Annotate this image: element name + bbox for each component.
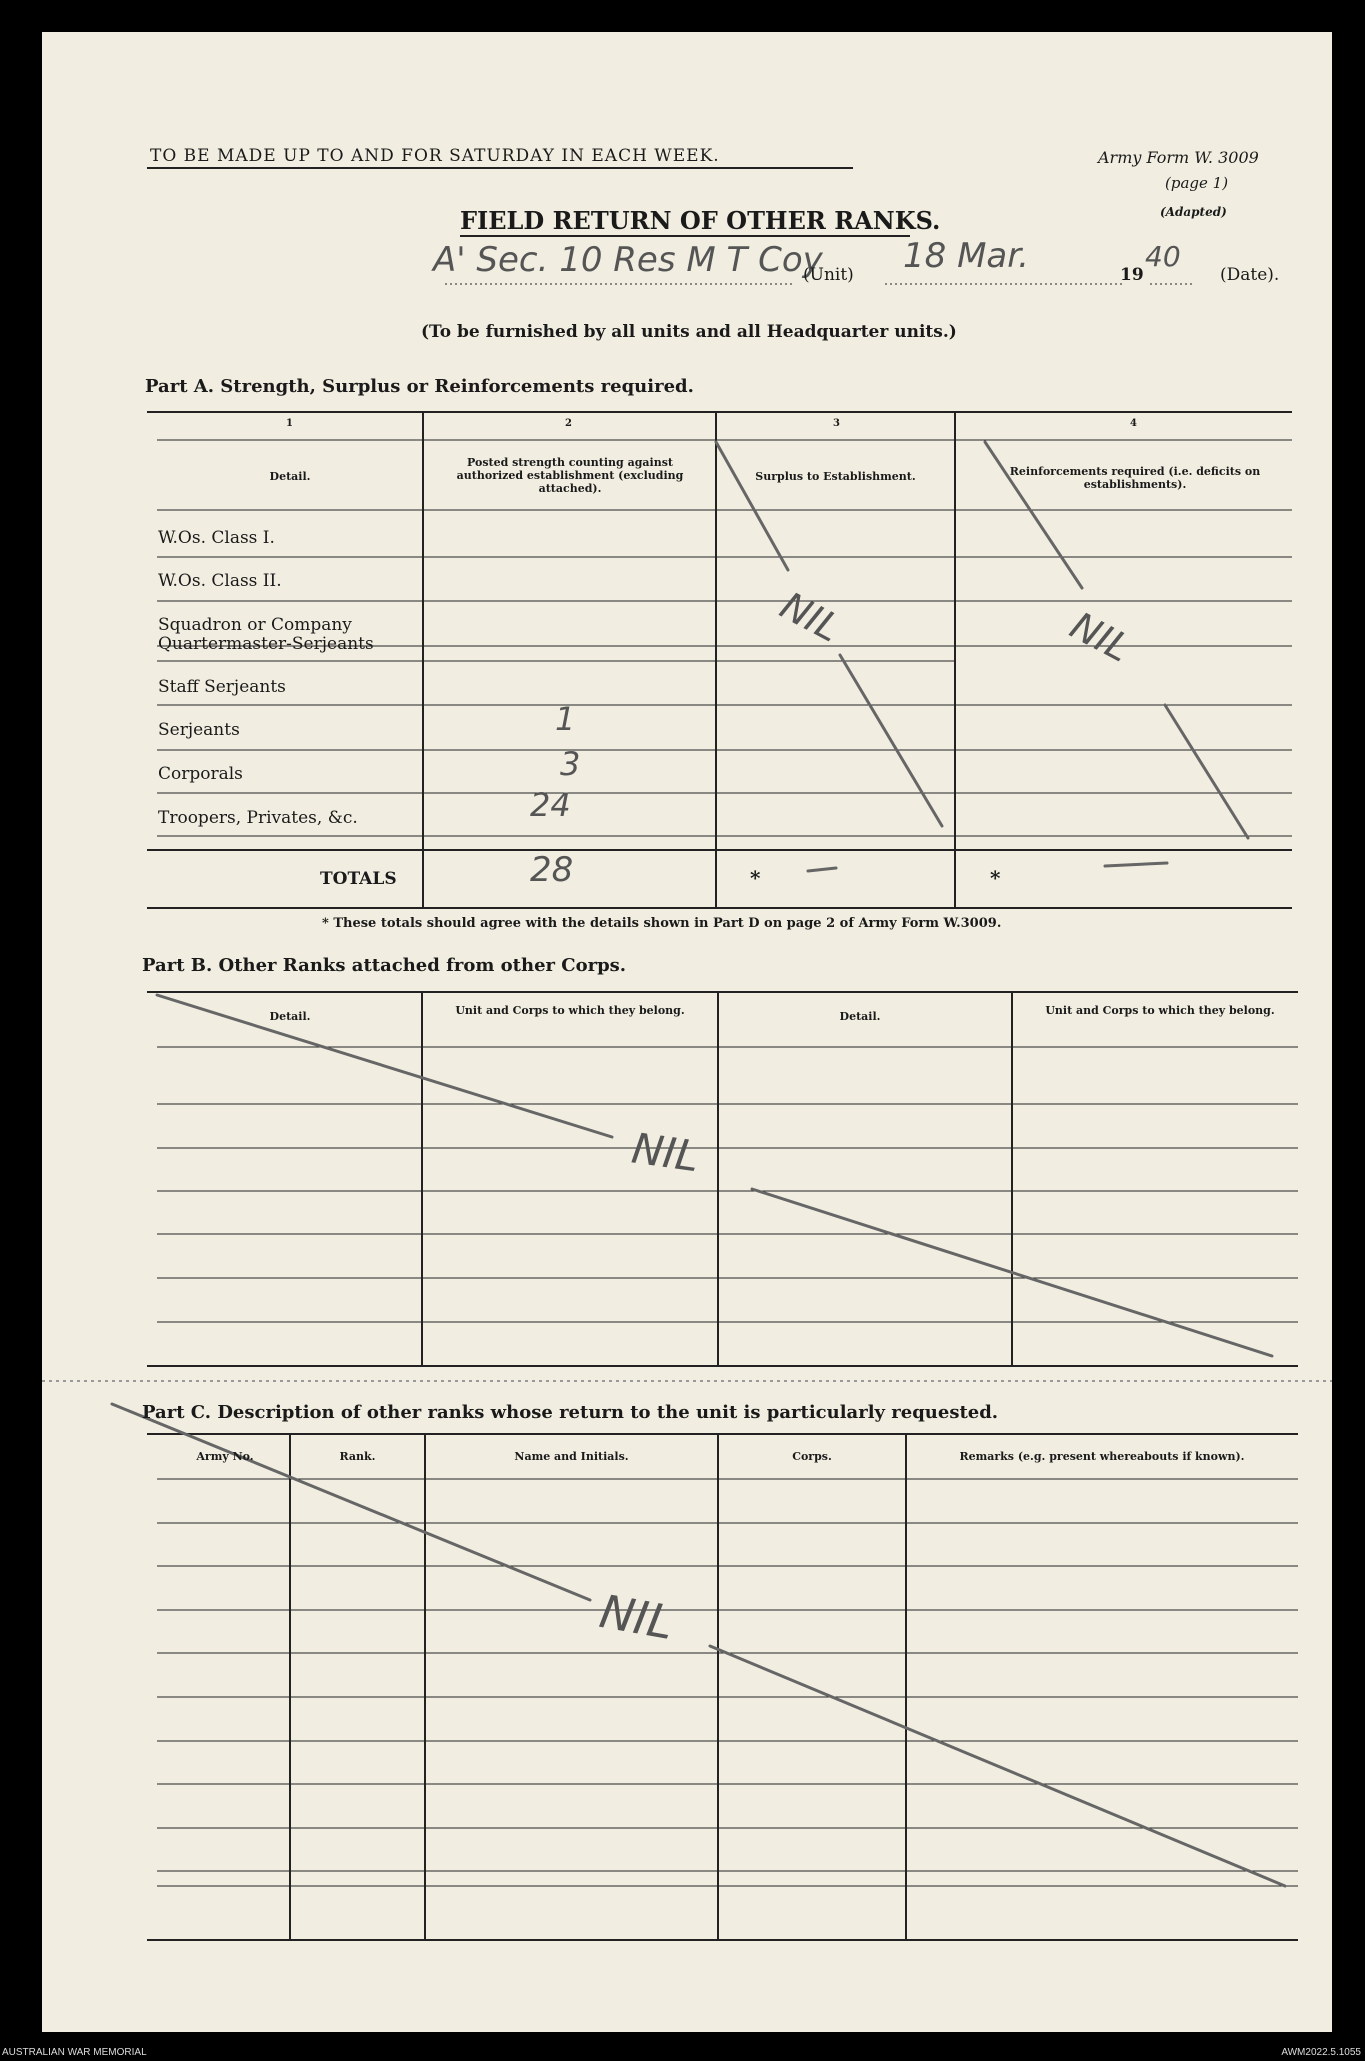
weekly-instruction: TO BE MADE UP TO AND FOR SATURDAY IN EACH WEEK. <box>150 146 720 166</box>
partA-row-detail: Staff Serjeants <box>158 677 286 697</box>
partA-totals-reinf-asterisk: * <box>990 866 1001 890</box>
year-handwritten: 40 <box>1145 240 1181 273</box>
unit-label: (Unit) <box>803 265 854 285</box>
partA-surplus-nil: NIL <box>773 583 848 651</box>
partA-footnote: * These totals should agree with the details shown in Part D on page 2 of Army Form W.3009. <box>322 916 1002 931</box>
partA-totals-reinf <box>1110 850 1132 875</box>
partA-header-surplus: Surplus to Establishment. <box>755 470 916 483</box>
partC-title: Part C. Description of other ranks whose return to the unit is particularly requested. <box>142 1402 999 1423</box>
partC-header-name: Name and Initials. <box>514 1450 629 1463</box>
partA-totals-surplus-asterisk: * <box>750 866 761 890</box>
partA-reinf-nil: NIL <box>1063 603 1138 671</box>
partB-header-detail-2: Detail. <box>839 1010 881 1023</box>
partA-row-detail: Squadron or Company Quartermaster-Serjeants <box>158 615 374 654</box>
partC-header-rank: Rank. <box>339 1450 376 1463</box>
partA-totals-label: TOTALS <box>320 869 397 889</box>
partC-header-army-no: Army No. <box>196 1450 254 1463</box>
footer-source: AUSTRALIAN WAR MEMORIAL <box>2 2047 147 2058</box>
partA-col-number: 3 <box>833 418 840 429</box>
partA-title: Part A. Strength, Surplus or Reinforcements required. <box>145 376 694 397</box>
unit-handwritten: A' Sec. 10 Res M T Coy <box>433 240 823 280</box>
date-label: (Date). <box>1220 265 1280 285</box>
form-page-label: (page 1) <box>1165 174 1229 192</box>
footer-accession: AWM2022.5.1055 <box>1281 2047 1361 2058</box>
partA-header-posted: Posted strength counting against authorized establishment (excluding attached). <box>456 456 684 495</box>
partA-col-number: 1 <box>286 418 293 429</box>
year-prefix: 19 <box>1120 265 1144 285</box>
form-title: FIELD RETURN OF OTHER RANKS. <box>460 206 941 235</box>
form-adapted: (Adapted) <box>1160 205 1227 219</box>
partB-nil: NIL <box>628 1123 703 1182</box>
partA-row-detail: W.Os. Class II. <box>158 571 282 591</box>
date-handwritten: 18 Mar. <box>903 236 1029 276</box>
partB-header-unit-2: Unit and Corps to which they belong. <box>1045 1004 1275 1017</box>
partA-header-detail: Detail. <box>269 470 311 483</box>
partA-row-detail: Corporals <box>158 764 243 784</box>
partA-col-number: 2 <box>565 418 572 429</box>
partA-posted-value: 3 <box>560 745 581 783</box>
partB-header-detail-1: Detail. <box>269 1010 311 1023</box>
partA-row-detail: Serjeants <box>158 720 240 740</box>
form-number: Army Form W. 3009 <box>1098 148 1259 167</box>
partA-totals-surplus <box>808 850 830 875</box>
partC-header-remarks: Remarks (e.g. present whereabouts if known). <box>959 1450 1245 1463</box>
partA-col-number: 4 <box>1130 418 1137 429</box>
partC-nil: NIL <box>595 1584 678 1650</box>
partA-header-reinforcements: Reinforcements required (i.e. deficits on establishments). <box>1009 465 1261 491</box>
form-subtitle: (To be furnished by all units and all Headquarter units.) <box>421 322 957 342</box>
partC-header-corps: Corps. <box>792 1450 832 1463</box>
partB-title: Part B. Other Ranks attached from other Corps. <box>142 955 627 976</box>
partA-row-detail: W.Os. Class I. <box>158 528 275 548</box>
partA-posted-value: 24 <box>530 786 571 824</box>
partA-totals-posted: 28 <box>530 850 574 890</box>
partB-header-unit-1: Unit and Corps to which they belong. <box>455 1004 685 1017</box>
partA-row-detail: Troopers, Privates, &c. <box>158 808 358 828</box>
partA-posted-value: 1 <box>555 700 576 738</box>
